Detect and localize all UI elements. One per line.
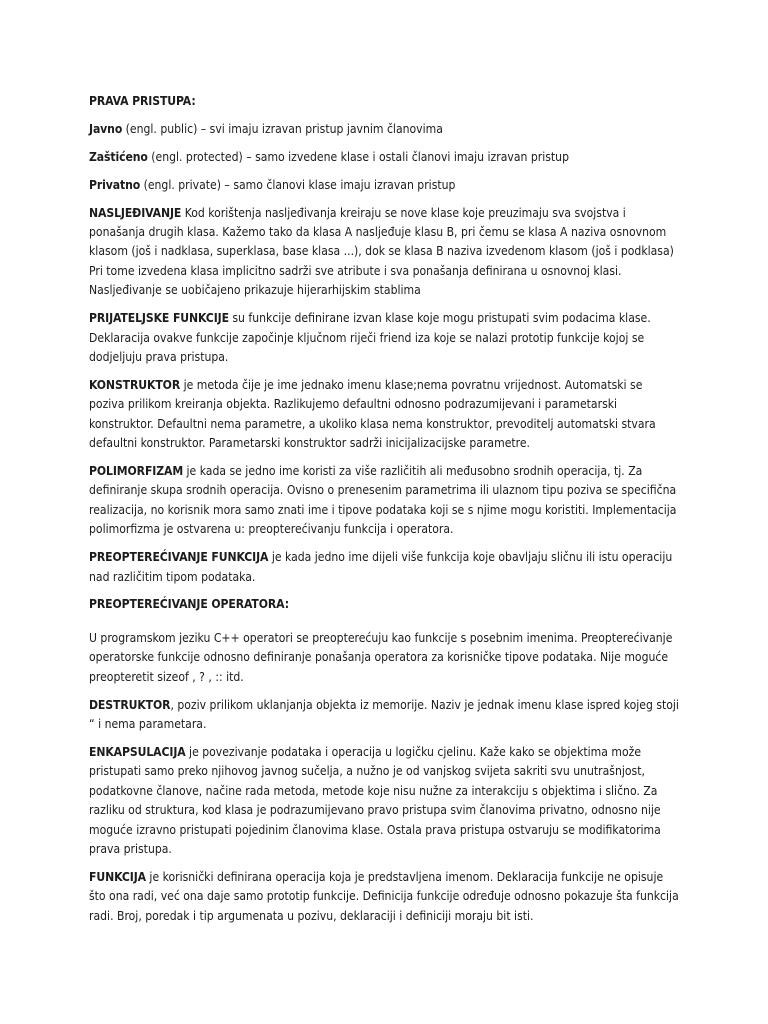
term-label: PRIJATELJSKE FUNKCIJE xyxy=(89,311,229,326)
access-private xyxy=(89,176,681,195)
section-function xyxy=(89,868,681,926)
term-label: POLIMORFIZAM xyxy=(89,464,184,478)
access-rights-heading xyxy=(89,92,681,111)
term-label: DESTRUKTOR xyxy=(89,697,171,712)
heading-text: PRAVA PRISTUPA: xyxy=(89,94,196,108)
term-label: NASLJEĐIVANJE xyxy=(89,205,182,220)
term-label: Privatno xyxy=(89,177,141,192)
section-friend-functions xyxy=(89,309,681,367)
section-operator-overloading-heading xyxy=(89,595,681,614)
term-label: Javno xyxy=(89,121,123,136)
definition-text: (engl. private) – samo članovi klase imaju izravan pristup xyxy=(140,177,456,192)
term-label: PREOPTEREĆIVANJE FUNKCIJA xyxy=(89,550,269,565)
section-destructor xyxy=(89,696,681,735)
definition-text: U programskom jeziku C++ operatori se preopterećuju kao funkcije s posebnim imenima. Preopterećivanje operatorske funkcije odnosno definiranje ponašanja operatora za korisničke tipove podataka. Nije moguće preopteretit sizeof , ? , :: itd. xyxy=(89,630,673,684)
section-inheritance xyxy=(89,204,681,301)
definition-text: (engl. protected) – samo izvedene klase i ostali članovi imaju izravan pristup xyxy=(147,149,569,164)
section-constructor xyxy=(89,376,681,454)
term-label: FUNKCIJA xyxy=(89,869,146,884)
definition-text: su funkcije definirane izvan klase koje mogu pristupati svim podacima klase. Deklaracija ovakve funkcije započinje ključnom riječi friend iza koje se nalazi prototip funkcije kojoj se dodjeljuju prava pristupa. xyxy=(89,311,651,364)
definition-text: je kada se jedno ime koristi za više različitih ali međusobno srodnih operacija, tj. Za definiranje skupa srodnih operacija. Ovisno o prenesenim parametrima ili ulaznom tipu poziva se specifična realizacija, no korisnik mora samo znati ime i tipove podataka koji se s njime mogu koristiti. Implementacija polimorfizma je ostvarena u: preopterećivanju funkcija i operatora. xyxy=(89,464,677,537)
access-protected xyxy=(89,148,681,167)
definition-text: je metoda čije je ime jednako imenu klase;nema povratnu vrijednost. Automatski se poziva prilikom kreiranja objekta. Razlikujemo defaultni odnosno podrazumijevani i parametarski konstruktor. Defaultni nema parametre, a ukoliko klasa nema konstruktor, prevoditelj automatski stvara defaultni konstruktor. Parametarski konstruktor sadrži inicijalizacijske parametre. xyxy=(89,377,656,451)
definition-text: Kod korištenja nasljeđivanja kreiraju se nove klase koje preuzimaju sva svojstva i ponašanja drugih klasa. Kažemo tako da klasa A nasljeđuje klasu B, pri čemu se klasa A naziva osnovnom klasom (još i nadklasa, superklasa, base klasa ...), dok se klasa B naziva izvedenom klasom (još i podklasa) Pri tome izvedena klasa implicitno sadrži sve atribute i sva ponašanja definirana u osnovnoj klasi. Nasljeđivanje se uobičajeno prikazuje hijerarhijskim stablima xyxy=(89,205,674,298)
definition-text: (engl. public) – svi imaju izravan pristup javnim članovima xyxy=(122,121,443,136)
term-label: Zaštićeno xyxy=(89,149,148,164)
definition-text: je korisnički definirana operacija koja je predstavljena imenom. Deklaracija funkcije ne opisuje što ona radi, već ona daje samo prototip funkcije. Definicija funkcije određuje odnosno pokazuje šta funkcija radi. Broj, poredak i tip argumenata u pozivu, deklaraciji i definiciji moraju bit isti. xyxy=(89,869,679,923)
term-label: PREOPTEREĆIVANJE OPERATORA: xyxy=(89,597,289,612)
definition-text: je povezivanje podataka i operacija u logičku cjelinu. Kaže kako se objektima može pristupati samo preko njihovog javnog sučelja, a nužno je od vanjskog svijeta sakriti svu unutrašnjost, podatkovne članove, načine rada metoda, metode koje nisu nužne za interakciju s objektima i slično. Za razliku od struktura, kod klasa je podrazumijevano pravo pristupa svim članovima privatno, odnosno nije moguće izravno pristupati pojedinim članovima klase. Ostala prava pristupa ostvaruju se modifikatorima prava pristupa. xyxy=(89,744,661,856)
section-polymorphism xyxy=(89,462,681,540)
document-page xyxy=(89,92,681,935)
term-label: ENKAPSULACIJA xyxy=(89,744,186,759)
definition-text: je kada jedno ime dijeli više funkcija koje obavljaju sličnu ili istu operaciju nad različitim tipom podataka. xyxy=(89,550,673,584)
section-operator-overloading-body xyxy=(89,629,681,687)
definition-text: , poziv prilikom uklanjanja objekta iz memorije. Naziv je jednak imenu klase ispred kojeg stoji “ i nema parametara. xyxy=(89,697,679,731)
section-encapsulation xyxy=(89,743,681,859)
access-public xyxy=(89,120,681,139)
term-label: KONSTRUKTOR xyxy=(89,377,181,392)
section-function-overloading xyxy=(89,548,681,587)
